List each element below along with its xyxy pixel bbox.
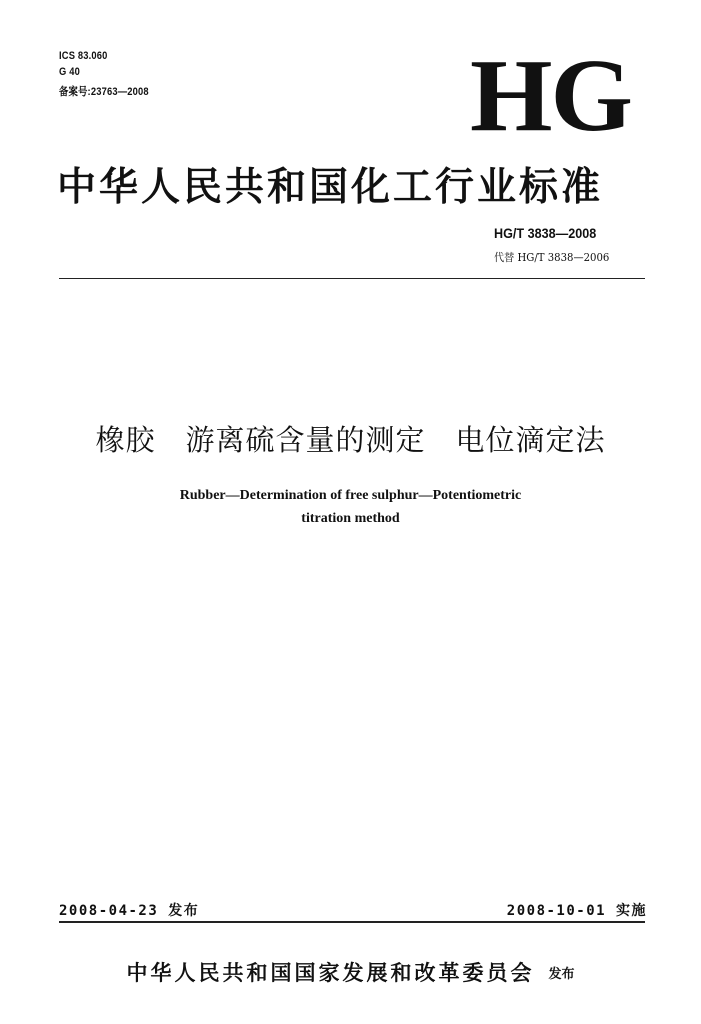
bottom-divider bbox=[59, 921, 645, 923]
english-title-line-1: Rubber—Determination of free sulphur—Potentiometric bbox=[179, 488, 522, 503]
ccs-code: G 40 bbox=[59, 66, 80, 78]
issuing-authority bbox=[0, 957, 701, 987]
standard-category-title: 中华人民共和国化工行业标准 bbox=[57, 164, 604, 210]
filing-number: 备案号:23763—2008 bbox=[59, 86, 149, 98]
issue-date: 2008-04-23 发布 bbox=[59, 903, 200, 919]
top-divider bbox=[59, 278, 645, 279]
issuer-name: 中华人民共和国国家发展和改革委员会 bbox=[126, 960, 535, 985]
hg-logo: HG bbox=[470, 38, 631, 153]
implementation-date: 2008-10-01 实施 bbox=[506, 903, 647, 919]
ics-code: ICS 83.060 bbox=[59, 50, 108, 62]
chinese-title: 橡胶 游离硫含量的测定 电位滴定法 bbox=[95, 423, 606, 457]
issuer-suffix: 发布 bbox=[548, 967, 575, 982]
standard-number: HG/T 3838—2008 bbox=[494, 225, 597, 241]
replaces-standard: 代替 HG/T 3838—2006 bbox=[494, 251, 610, 264]
english-title-line-2: titration method bbox=[301, 511, 400, 526]
